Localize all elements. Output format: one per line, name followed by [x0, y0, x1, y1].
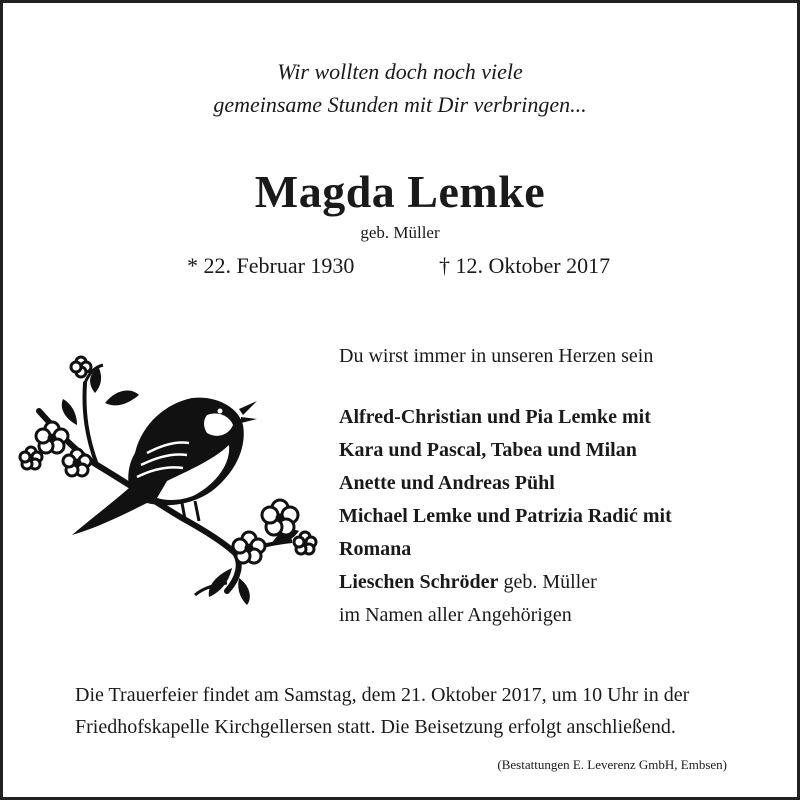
mourner-line: Romana: [339, 538, 412, 560]
mourner-line: Kara und Pascal, Tabea und Milan: [339, 439, 637, 461]
birth-name: geb. Müller: [360, 223, 440, 242]
ceremony-line-1: Die Trauerfeier findet am Samstag, dem 21. Oktober 2017, um 10 Uhr in der: [75, 684, 690, 706]
deceased-name: Magda Lemke: [254, 166, 546, 217]
bird-on-blossom-branch-icon: [17, 353, 337, 608]
motto-line-2: gemeinsame Stunden mit Dir verbringen...: [213, 92, 587, 117]
birth-date: * 22. Februar 1930: [187, 253, 355, 278]
mourner-line: Michael Lemke und Patrizia Radić mit: [339, 505, 672, 527]
mourner-last-name: Lieschen Schröder: [339, 571, 499, 593]
heart-line: Du wirst immer in unseren Herzen sein: [339, 345, 654, 367]
mourner-line-last: [339, 566, 672, 599]
ceremony-line-2: Friedhofskapelle Kirchgellersen statt. Die Beisetzung erfolgt anschließend.: [75, 716, 676, 738]
mourner-last-suffix: geb. Müller: [498, 571, 597, 593]
on-behalf-line: im Namen aller Angehörigen: [339, 604, 572, 626]
motto: [3, 55, 797, 121]
ceremony-info: [75, 679, 689, 743]
motto-line-1: Wir wollten doch noch viele: [277, 59, 523, 84]
mourner-line: Alfred-Christian und Pia Lemke mit: [339, 406, 651, 428]
undertaker-credit: (Bestattungen E. Leverenz GmbH, Embsen): [497, 757, 727, 772]
death-date: † 12. Oktober 2017: [439, 253, 611, 278]
mourners-list: [339, 401, 672, 632]
mourner-line: Anette und Andreas Pühl: [339, 472, 555, 494]
